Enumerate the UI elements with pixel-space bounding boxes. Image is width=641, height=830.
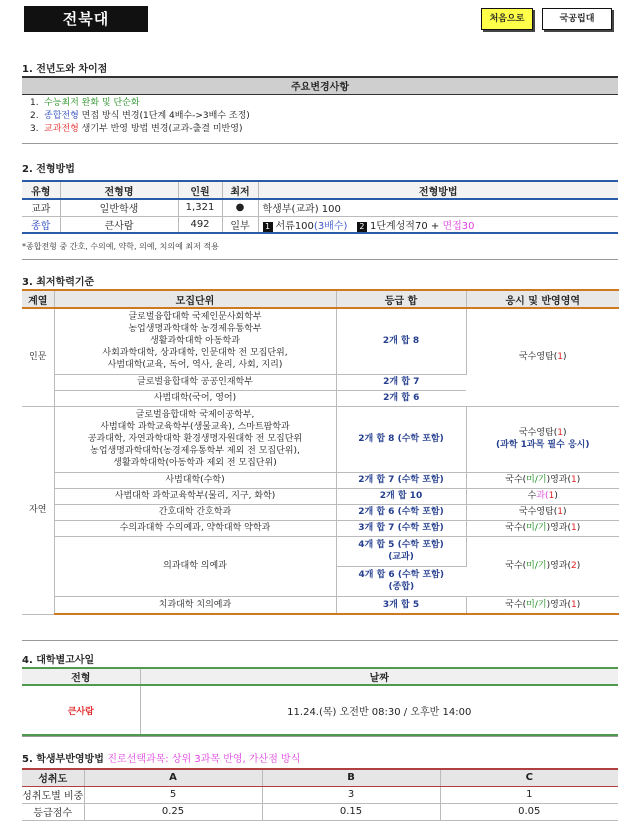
track-label: 인문: [22, 308, 54, 406]
changes-header: 주요변경사항: [22, 77, 618, 94]
col-header: 전형방법: [258, 181, 618, 199]
table-row: 사범대학(수학) 2개 합 7 (수학 포함) 국수(미/기)영과(1): [22, 472, 619, 488]
col-header: B: [262, 769, 440, 786]
col-header: 인원: [178, 181, 222, 199]
change-item: 1. 수능최저 완화 및 단순화: [30, 98, 140, 108]
col-header: 전형명: [60, 181, 178, 199]
changes-table: [22, 76, 618, 95]
exam-date-table: [22, 667, 618, 736]
section3-heading: 3. 최저학력기준: [22, 277, 95, 288]
home-button[interactable]: 처음으로: [481, 8, 533, 30]
section4-heading: 4. 대학별고사일: [22, 655, 95, 666]
col-header: 등급 합: [336, 290, 466, 308]
note-text: *종합전형 중 간호, 수의예, 약학, 의예, 치의예 최저 적용: [22, 242, 219, 251]
stage2-badge: 2: [357, 222, 367, 232]
table-row: 종합 큰사람 492 일부 1 서류100(3배수) 2 1단계성적70 + 면접30: [22, 216, 618, 233]
stage1-badge: 1: [263, 222, 273, 232]
table-row: 의과대학 의예과 4개 합 5 (수학 포함) (교과) 국수(미/기)영과(2): [22, 536, 619, 566]
table-row: 간호대학 간호학과 2개 합 6 (수학 포함) 국수영탐(1): [22, 504, 619, 520]
col-header: C: [440, 769, 618, 786]
table-row: 큰사람 11.24.(목) 오전반 08:30 / 오후반 14:00: [22, 685, 618, 735]
table-row: 교과 일반학생 1,321 ● 학생부(교과) 100: [22, 199, 618, 216]
track-label: 자연: [22, 406, 54, 614]
admission-method-table: [22, 180, 618, 234]
table-row: 성취도별 비중 5 3 1: [22, 786, 618, 803]
table-row: 사범대학(국어, 영어) 2개 합 6: [22, 390, 619, 406]
table-row: 글로벌융합대학 공공인재학부 2개 합 7: [22, 374, 619, 390]
table-row: 사범대학 과학교육학부(물리, 지구, 화학) 2개 합 10 수과(1): [22, 488, 619, 504]
table-row: 4개 합 6 (수학 포함) (종합): [22, 566, 619, 596]
col-header: 계열: [22, 290, 54, 308]
page-title: 전북대: [24, 6, 148, 32]
section1-heading: 1. 전년도와 차이점: [22, 64, 108, 75]
table-row: 자연 글로벌융합대학 국제이공학부, 사범대학 과학교육학부(생물교육), 스마트팜학과 공과대학, 자연과학대학 환경생명자원대학 전 모집단위 농업생명과학대학(농경제유통학부 제외 전 모집단위), 생활과학대학(아동학과 제외 전 모집단위) 2개 합 8 (수학 포함) 국수영탐(1) (과학 1과목 필수 응시): [22, 406, 619, 472]
minimum-standard-table: [22, 289, 619, 615]
section2-heading: 2. 전형방법: [22, 164, 75, 175]
col-header: 응시 및 반영영역: [466, 290, 619, 308]
divider: [22, 736, 618, 737]
table-row: 인문 글로벌융합대학 국제인문사회학부 농업생명과학대학 농경제유통학부 생활과학대학 아동학과 사회과학대학, 상과대학, 인문대학 전 모집단위, 사범대학(교육, 독어, 역사, 윤리, 사회, 지리) 2개 합 8 국수영탐(1): [22, 308, 619, 374]
section5-heading: 5. 학생부반영방법 진로선택과목: 상위 3과목 반영, 가산점 방식: [22, 754, 301, 765]
table-row: 등급점수 0.25 0.15 0.05: [22, 803, 618, 820]
col-header: 최저: [222, 181, 258, 199]
change-item: 2. 종합전형 면접 방식 변경(1단계 4배수->3배수 조정): [30, 111, 250, 121]
record-method-table: [22, 768, 618, 821]
col-header: A: [84, 769, 262, 786]
public-univ-button[interactable]: 국공립대: [542, 8, 612, 30]
changes-list: [30, 97, 250, 136]
divider: [22, 259, 618, 260]
table-row: 수의과대학 수의예과, 약학대학 약학과 3개 합 7 (수학 포함) 국수(미/기)영과(1): [22, 520, 619, 536]
col-header: 성취도: [22, 769, 84, 786]
col-header: 날짜: [140, 668, 618, 685]
divider: [22, 143, 618, 144]
table-row: 치과대학 치의예과 3개 합 5 국수(미/기)영과(1): [22, 596, 619, 614]
col-header: 유형: [22, 181, 60, 199]
col-header: 전형: [22, 668, 140, 685]
divider: [22, 640, 618, 641]
change-item: 3. 교과전형 생기부 반영 방법 변경(교과-출결 미반영): [30, 124, 243, 134]
col-header: 모집단위: [54, 290, 336, 308]
